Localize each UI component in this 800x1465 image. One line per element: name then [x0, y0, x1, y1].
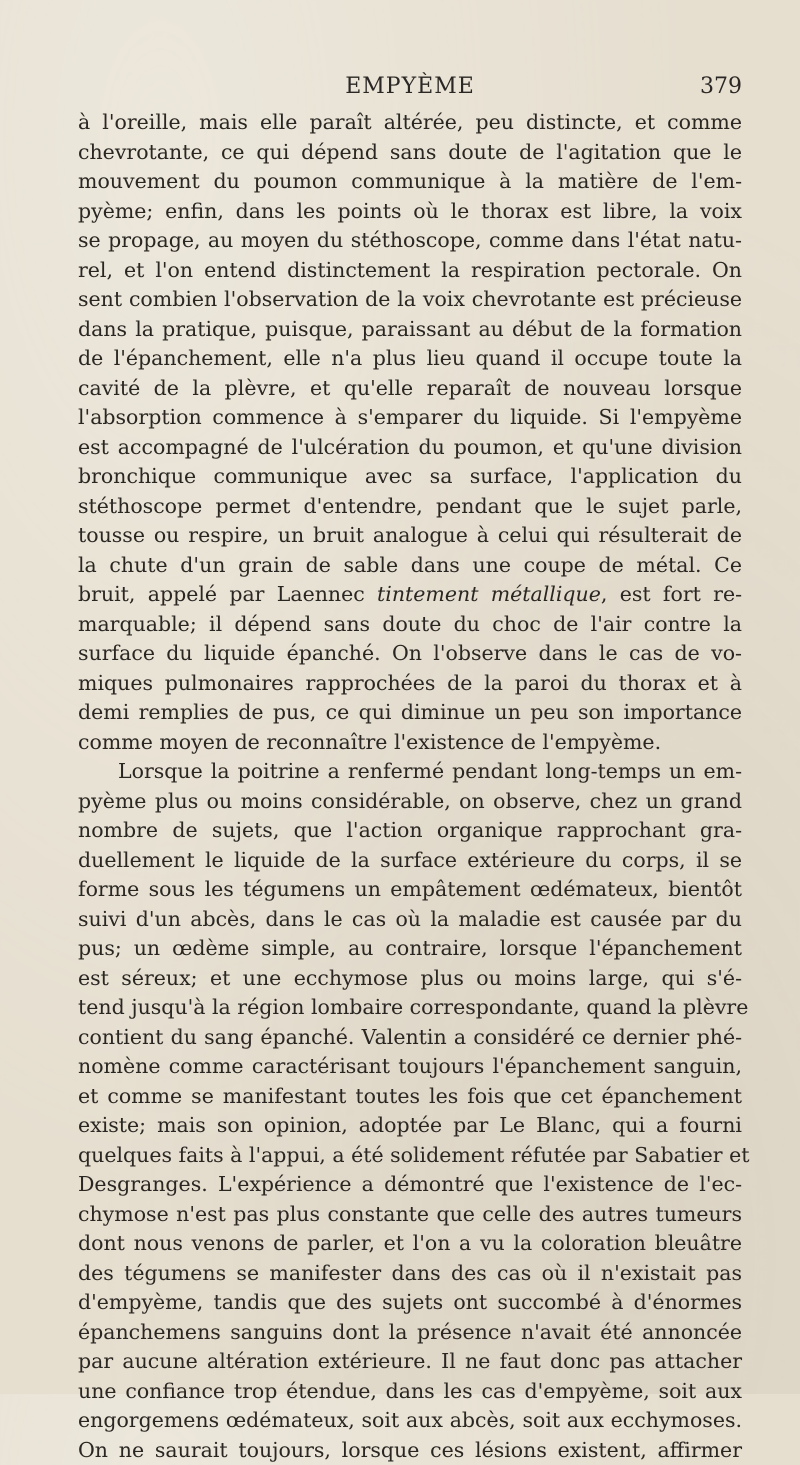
text-line: pyème; enfin, dans les points où le thorax est libre, la voix: [78, 197, 742, 227]
page-number: 379: [700, 74, 742, 99]
text-line: marquable; il dépend sans doute du choc de l'air contre la: [78, 610, 742, 640]
text-line: est accompagné de l'ulcération du poumon, et qu'une division: [78, 433, 742, 463]
text-line: dans la pratique, puisque, paraissant au début de la formation: [78, 315, 742, 345]
text-line: miques pulmonaires rapprochées de la paroi du thorax et à: [78, 669, 742, 699]
body-text: [78, 108, 742, 1465]
text-line: On ne saurait toujours, lorsque ces lésions existent, affirmer: [78, 1436, 742, 1465]
text-line: nomène comme caractérisant toujours l'épanchement sanguin,: [78, 1052, 742, 1082]
text-line: contient du sang épanché. Valentin a considéré ce dernier phé-: [78, 1023, 742, 1053]
text-line: une confiance trop étendue, dans les cas d'empyème, soit aux: [78, 1377, 742, 1407]
text-line: pyème plus ou moins considérable, on observe, chez un grand: [78, 787, 742, 817]
text-line: engorgemens œdémateux, soit aux abcès, soit aux ecchymoses.: [78, 1406, 742, 1436]
text-line: tend jusqu'à la région lombaire correspondante, quand la plèvre: [78, 993, 742, 1023]
text-line: Desgranges. L'expérience a démontré que l'existence de l'ec-: [78, 1170, 742, 1200]
text-line: quelques faits à l'appui, a été solidement réfutée par Sabatier et: [78, 1141, 742, 1171]
text-line: d'empyème, tandis que des sujets ont succombé à d'énormes: [78, 1288, 742, 1318]
text-line: la chute d'un grain de sable dans une coupe de métal. Ce: [78, 551, 742, 581]
text-line: pus; un œdème simple, au contraire, lorsque l'épanchement: [78, 934, 742, 964]
text-line: dont nous venons de parler, et l'on a vu la coloration bleuâtre: [78, 1229, 742, 1259]
text-line: forme sous les tégumens un empâtement œdémateux, bientôt: [78, 875, 742, 905]
text-line: épanchemens sanguins dont la présence n'avait été annoncée: [78, 1318, 742, 1348]
text-line: des tégumens se manifester dans des cas où il n'existait pas: [78, 1259, 742, 1289]
text-line: stéthoscope permet d'entendre, pendant que le sujet parle,: [78, 492, 742, 522]
text-line: comme moyen de reconnaître l'existence de l'empyème.: [78, 728, 742, 758]
text-line: se propage, au moyen du stéthoscope, comme dans l'état natu-: [78, 226, 742, 256]
running-title: EMPYÈME: [78, 74, 742, 99]
text-line: duellement le liquide de la surface extérieure du corps, il se: [78, 846, 742, 876]
text-line: chymose n'est pas plus constante que celle des autres tumeurs: [78, 1200, 742, 1230]
text-line: cavité de la plèvre, et qu'elle reparaît de nouveau lorsque: [78, 374, 742, 404]
text-line: nombre de sujets, que l'action organique rapprochant gra-: [78, 816, 742, 846]
text-line: à l'oreille, mais elle paraît altérée, peu distincte, et comme: [78, 108, 742, 138]
text-line: chevrotante, ce qui dépend sans doute de l'agitation que le: [78, 138, 742, 168]
text-line: tousse ou respire, un bruit analogue à celui qui résulterait de: [78, 521, 742, 551]
text-line: sent combien l'observation de la voix chevrotante est précieuse: [78, 285, 742, 315]
text-line: existe; mais son opinion, adoptée par Le Blanc, qui a fourni: [78, 1111, 742, 1141]
text-line: par aucune altération extérieure. Il ne faut donc pas attacher: [78, 1347, 742, 1377]
text-line: Lorsque la poitrine a renfermé pendant long-temps un em-: [78, 757, 742, 787]
text-line: surface du liquide épanché. On l'observe dans le cas de vo-: [78, 639, 742, 669]
text-line: bruit, appelé par Laennec tintement métallique, est fort re-: [78, 580, 742, 610]
text-line: de l'épanchement, elle n'a plus lieu quand il occupe toute la: [78, 344, 742, 374]
text-line: mouvement du poumon communique à la matière de l'em-: [78, 167, 742, 197]
text-line: et comme se manifestant toutes les fois que cet épanchement: [78, 1082, 742, 1112]
page-header: [78, 74, 742, 108]
text-line: rel, et l'on entend distinctement la respiration pectorale. On: [78, 256, 742, 286]
text-line: l'absorption commence à s'emparer du liquide. Si l'empyème: [78, 403, 742, 433]
text-line: bronchique communique avec sa surface, l'application du: [78, 462, 742, 492]
text-line: suivi d'un abcès, dans le cas où la maladie est causée par du: [78, 905, 742, 935]
text-line: demi remplies de pus, ce qui diminue un peu son importance: [78, 698, 742, 728]
text-line: est séreux; et une ecchymose plus ou moins large, qui s'é-: [78, 964, 742, 994]
